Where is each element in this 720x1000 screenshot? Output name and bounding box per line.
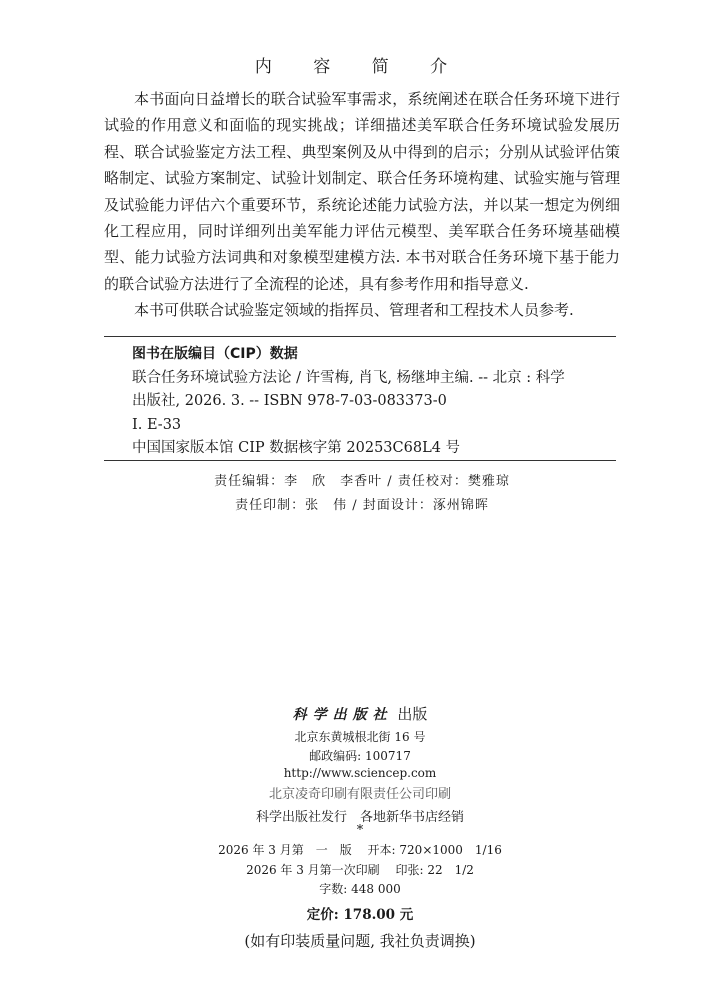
printing-text: 2026 年 3 月第一次印刷 印张: 22 1/2 xyxy=(246,863,474,877)
cip-bottom-divider xyxy=(104,460,616,461)
word-count: 字数: 448 000 xyxy=(319,882,401,896)
intro-paragraph: 本书可供联合试验鉴定领域的指挥员、管理者和工程技术人员参考. xyxy=(134,301,574,320)
price xyxy=(0,903,720,923)
exchange-text: (如有印装质量问题, 我社负责调换) xyxy=(244,932,476,950)
publisher-url: http://www.sciencep.com xyxy=(283,766,437,780)
distribution-info: 科学出版社发行 各地新华书店经销 xyxy=(255,810,464,825)
intro-section xyxy=(104,86,620,324)
page-title: 内 容 简 介 xyxy=(254,57,466,77)
separator-star: * xyxy=(356,823,364,838)
cip-line: 出版社, 2026. 3. -- ISBN 978-7-03-083373-0 xyxy=(132,393,447,409)
intro-paragraph: 本书面向日益增长的联合试验军事需求，系统阐述在联合任务环境下进行试验的作用意义和面临的现实挑战；详细描述美军联合任务环境试验发展历程、联合试验鉴定方法工程、典型案例及从中得到的启示；分别从试验评估策略制定、试验方案制定、试验计划制定、联合任务环境构建、试验实施与管理及试验能力评估六个重要环节，系统论述能力试验方法，并以某一想定为例细化工程应用，同时详细列出美军能力评估元模型、美军联合任务环境基础模型、能力试验方法词典和对象模型建模方法. 本书对联合任务环境下基于能力的联合试验方法进行了全流程的论述，具有参考作用和指导意义. xyxy=(104,90,620,293)
cip-heading: 图书在版编目（CIP）数据 xyxy=(132,346,298,362)
credits-production: 责任印制：张 伟 / 封面设计：涿州锦晖 xyxy=(235,498,489,513)
publisher-name xyxy=(0,703,720,724)
exchange-notice xyxy=(0,930,720,951)
credits-editors: 责任编辑：李 欣 李香叶 / 责任校对：樊雅琼 xyxy=(214,474,510,489)
cip-block xyxy=(104,343,620,461)
printing-info xyxy=(0,861,720,878)
edition-text: 2026 年 3 月第 一 版 开本: 720×1000 1/16 xyxy=(218,843,502,857)
price-text: 定价: 178.00 元 xyxy=(306,907,414,923)
publisher-logo-text: 科学出版社 xyxy=(292,707,393,723)
cip-line: Ⅰ. E-33 xyxy=(132,416,182,433)
publisher-address: 北京东黄城根北街 16 号 xyxy=(294,730,426,744)
edition-info xyxy=(0,841,720,858)
cip-line: 联合任务环境试验方法论 / 许雪梅, 肖飞, 杨继坤主编. -- 北京 : 科学 xyxy=(132,369,565,386)
publisher-zip: 邮政编码: 100717 xyxy=(309,749,411,763)
cip-line: 中国国家版本馆 CIP 数据核字第 20253C68L4 号 xyxy=(132,440,461,456)
printer-info: 北京凌奇印刷有限责任公司印刷 xyxy=(268,787,451,802)
publisher-suffix: 出版 xyxy=(392,705,428,723)
cip-top-divider xyxy=(104,336,616,337)
